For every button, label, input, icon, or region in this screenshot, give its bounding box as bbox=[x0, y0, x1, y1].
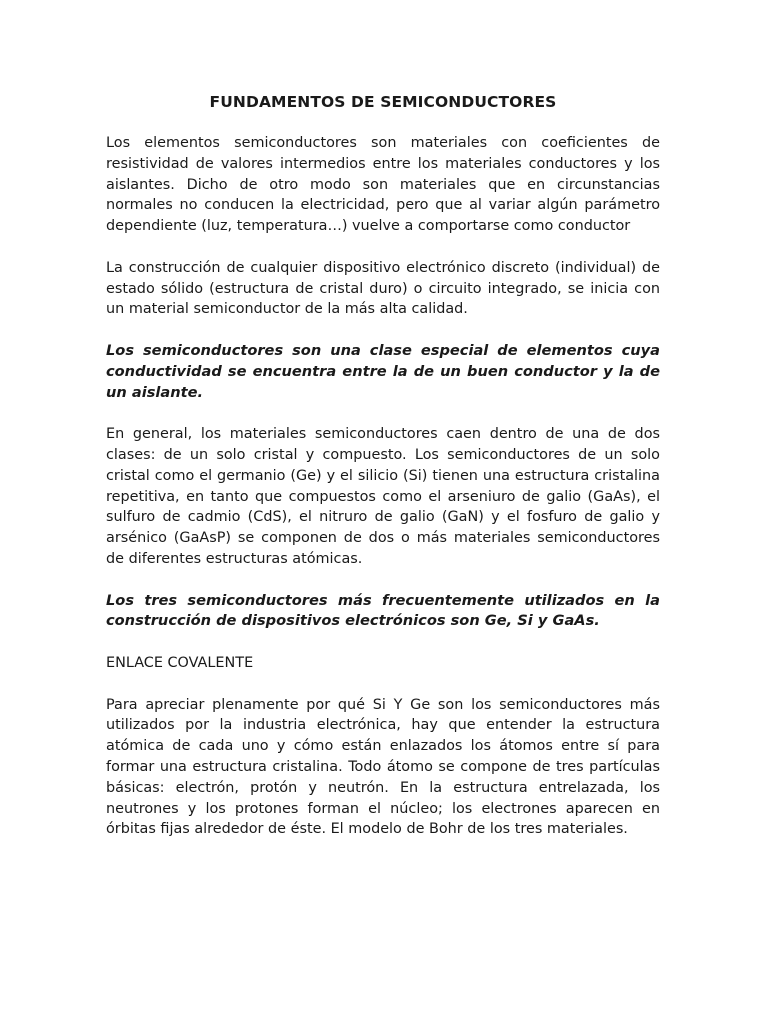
document-title: FUNDAMENTOS DE SEMICONDUCTORES bbox=[209, 93, 557, 111]
paragraph-construction: La construcción de cualquier dispositivo electrónico discreto (individual) de estado sólido (estructura de cristal duro) o circuito integrado, se inicia con un material semiconductor de la más alta calidad. bbox=[106, 259, 660, 318]
paragraph-classes: En general, los materiales semiconductores caen dentro de una de dos clases: de un solo cristal y compuesto. Los semiconductores de un solo cristal como el germanio (Ge) y el silicio (Si) tienen una estructura cristalina repetitiva, en tanto que compuestos como el arseniuro de galio (GaAs), el sulfuro de cadmio (CdS), el nitruro de galio (GaN) y el fosfuro de galio y arsénico (GaAsP) se componen de dos o más materiales semiconductores de diferentes estructuras atómicas. bbox=[106, 426, 660, 567]
paragraph-atomic-structure: Para apreciar plenamente por qué Si Y Ge son los semiconductores más utilizados por la industria electrónica, hay que entender la estructura atómica de cada uno y cómo están enlazados los átomos entre sí para formar una estructura cristalina. Todo átomo se compone de tres partículas básicas: electrón, protón y neutrón. En la estructura entrelazada, los neutrones y los protones forman el núcleo; los electrones aparecen en órbitas fijas alrededor de éste. El modelo de Bohr de los tres materiales. bbox=[106, 696, 660, 838]
emphasis-three-semiconductors: Los tres semiconductores más frecuentemente utilizados en la construcción de dispositivos electrónicos son Ge, Si y GaAs. bbox=[106, 591, 660, 630]
paragraph-definition: Los elementos semiconductores son materiales con coeficientes de resistividad de valores intermedios entre los materiales conductores y los aislantes. Dicho de otro modo son materiales que en circunstancias normales no conducen la electricidad, pero que al variar algún parámetro dependiente (luz, temperatura…) vuelve a comportarse como conductor bbox=[106, 135, 660, 235]
section-heading-covalent-bond: ENLACE COVALENTE bbox=[106, 654, 254, 671]
emphasis-semiconductor-class: Los semiconductores son una clase especial de elementos cuya conductividad se encuentra entre la de un buen conductor y la de un aislante. bbox=[106, 341, 660, 401]
document-body bbox=[106, 92, 660, 861]
